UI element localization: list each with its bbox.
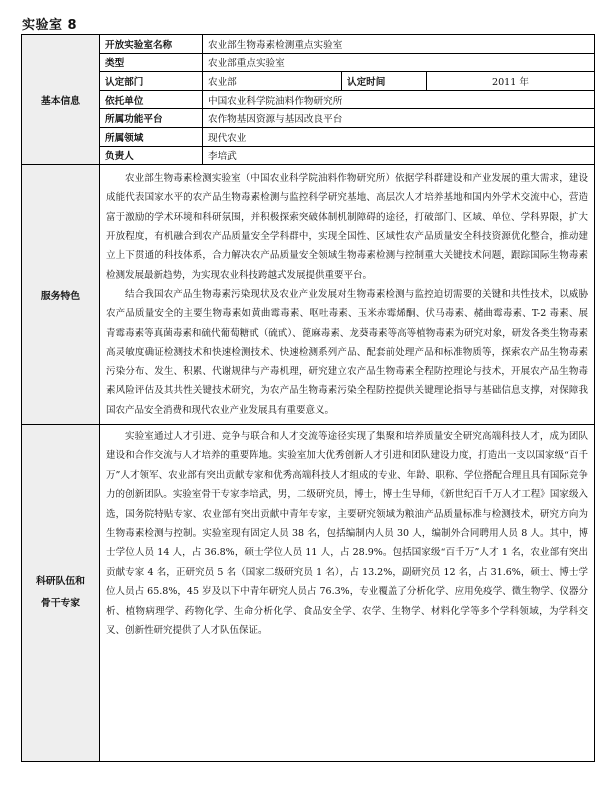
service-paragraph-1: 农业部生物毒素检测实验室（中国农业科学院油料作物研究所）依据学科群建设和产业发展的重大需求，建设成能代表国家水平的农产品生物毒素检测与监控科学研究基地、高层次人才培养基地和国内外学术交流中心，营造富于激励的学术环境和科研氛围，并积极探索突破体制机制障碍的途径，打破部门、区域、单位、学科界限，扩大开放程度，有机融合到农产品质量安全学科群中，实现全国性、区域性农产品质量安全科技资源优化整合，推动建立上下贯通的科技体系，合力解决农产品质量安全领域生物毒素检测与控制重大关键技术问题，跟踪国际生物毒素检测发展最新趋势，为实现农业科技跨越式发展提供重要平台。 [106,173,588,281]
row-director [22,146,595,165]
page-heading: 实验室 8 [22,18,78,33]
label-department: 认定部门 [100,72,203,91]
row-field [22,127,595,146]
team-paragraph: 实验室通过人才引进、竞争与联合和人才交流等途径实现了集聚和培养质量安全研究高端科技人才，成为团队建设和合作交流与人才培养的重要阵地。实验室加大优秀创新人才引进和团队建设力度，打造出一支以国家级“百千万”人才领军、农业部有突出贡献专家和优秀高端科技人才组成的专业、年龄、职称、学位搭配合理且具有国际竞争力的创新团队。实验室骨干专家李培武，男，二级研究员，博士，博士生导师，《新世纪百千万人才工程》国家级入选，国务院特贴专家、农业部有突出贡献中青年专家，主要研究领域为粮油产品质量标准与检测技术，研究方向为生物毒素检测与控制。实验室现有固定人员 38 名，包括编制内人员 30 人，编制外合同聘用人员 8 人。其中，博士学位人员 14 人，占 36.8%，硕士学位人员 11 人，占 28.9%。包括国家级“百千万”人才 1 名，农业部有突出贡献专家 4 名，正研究员 5 名（国家二级研究员 1 名），占 13.2%，副研究员 12 名，占 31.6%，硕士、博士学位人员占 65.8%，45 岁及以下中青年研究人员占 76.3%，专业覆盖了分析化学、应用免疫学、微生物学、仪器分析、植物病理学、药物化学、生命分析化学、食品安全学、农学、生物学、材料化学等多个学科领域，为学科交叉、创新性研究提供了人才队伍保证。 [106,431,588,637]
section-label-service: 服务特色 [22,165,100,425]
value-recognition-date: 2011 年 [427,72,595,91]
value-department: 农业部 [203,72,342,91]
value-host-unit: 中国农业科学院油料作物研究所 [203,90,595,109]
lab-info-table [21,34,595,762]
label-recognition-date: 认定时间 [342,72,427,91]
row-team [22,425,595,762]
row-type [22,53,595,72]
section-label-team-line2: 骨干专家 [40,598,81,610]
value-lab-name: 农业部生物毒素检测重点实验室 [203,35,595,54]
value-platform: 农作物基因资源与基因改良平台 [203,109,595,128]
label-platform: 所属功能平台 [100,109,203,128]
label-type: 类型 [100,53,203,72]
value-director: 李培武 [203,146,595,165]
team-text [100,425,595,762]
service-paragraph-2: 结合我国农产品生物毒素污染现状及农业产业发展对生物毒素检测与监控迫切需要的关键和共性技术，以威胁农产品质量安全的主要生物毒素如黄曲霉毒素、呕吐毒素、玉米赤霉烯酮、伏马毒素、赭曲霉毒素、T-2 毒素、展青霉毒素等真菌毒素和硫代葡萄糖甙（硫甙）、蓖麻毒素、龙葵毒素等高等植物毒素为研究对象，研发各类生物毒素高灵敏度确证检测技术和快速检测技术、快速检测系列产品、配套前处理产品和标准物质等，探索农产品生物毒素污染分布、发生、积累、代谢规律与产毒机理，研究建立农产品生物毒素全程防控理论与技术，开展农产品生物毒素风险评估及其共性关键技术研究，为农产品生物毒素污染全程防控提供关键理论指导与基础信息支撑，对保障我国农产品安全消费和现代农业产业发展具有重要意义。 [106,288,588,416]
row-department [22,72,595,91]
section-label-team [22,425,100,762]
row-platform [22,109,595,128]
row-lab-name [22,35,595,54]
label-lab-name: 开放实验室名称 [100,35,203,54]
row-host-unit [22,90,595,109]
label-director: 负责人 [100,146,203,165]
label-host-unit: 依托单位 [100,90,203,109]
row-service [22,165,595,425]
section-label-team-line1: 科研队伍和 [36,576,85,588]
section-label-basic-info: 基本信息 [22,35,100,165]
service-text [100,165,595,425]
label-field: 所属领域 [100,127,203,146]
value-field: 现代农业 [203,127,595,146]
value-type: 农业部重点实验室 [203,53,595,72]
